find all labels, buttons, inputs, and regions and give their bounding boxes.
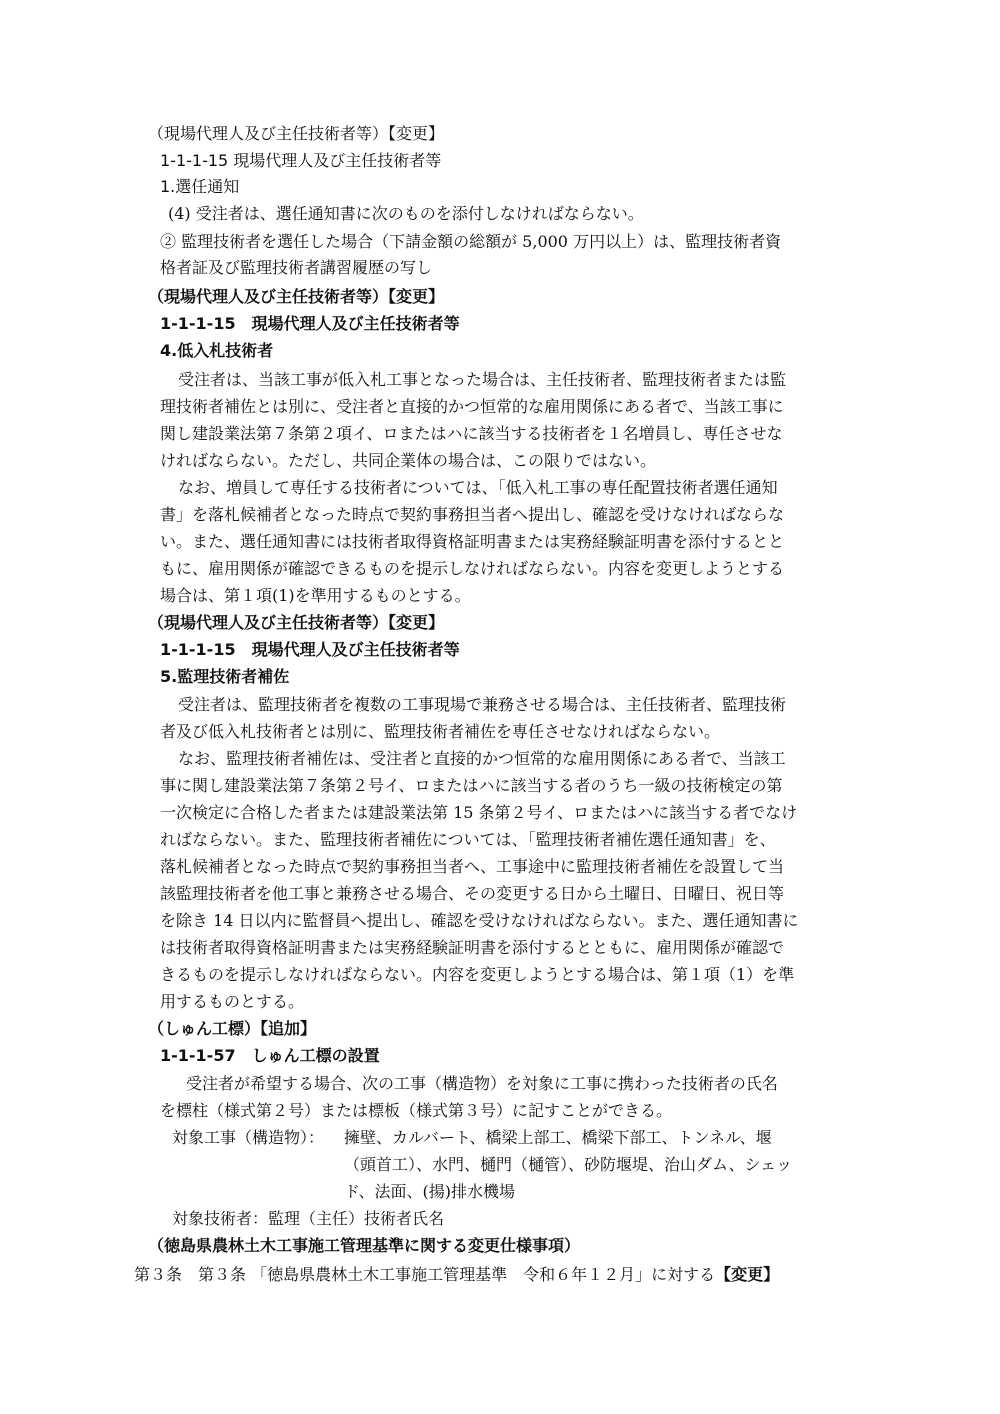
- body-line: を除き 14 日以内に監督員へ提出し、確認を受けなければならない。また、選任通知書に: [160, 911, 799, 930]
- sub-item: (4) 受注者は、選任通知書に次のものを添付しなければならない。: [168, 204, 644, 223]
- article-title: 1-1-1-15 現場代理人及び主任技術者等: [160, 151, 442, 170]
- target-line: ド、法面、(揚)排水機場: [344, 1182, 516, 1201]
- target-line: 擁壁、カルバート、橋梁上部工、橋梁下部工、トンネル、堰: [344, 1128, 772, 1147]
- article-reference: [134, 1264, 779, 1286]
- body-line: なお、監理技術者補佐は、受注者と直接的かつ恒常的な雇用関係にある者で、当該工: [178, 749, 786, 768]
- body-line: 格者証及び監理技術者講習履歴の写し: [160, 258, 433, 277]
- body-line: 者及び低入札技術者とは別に、監理技術者補佐を専任させなければならない。: [160, 722, 721, 741]
- article-title: 1-1-1-15 現場代理人及び主任技術者等: [160, 640, 460, 659]
- change-tag: 【変更】: [715, 1265, 780, 1284]
- target-label: 対象工事（構造物）：: [172, 1128, 325, 1147]
- body-line: きるものを提示しなければならない。内容を変更しようとする場合は、第１項（1）を準: [160, 965, 795, 984]
- body-line: ればならない。また、監理技術者補佐については、「監理技術者補佐選任通知書」を、: [160, 830, 776, 849]
- article-title: 1-1-1-57 しゅん工標の設置: [160, 1046, 380, 1065]
- section-heading: （現場代理人及び主任技術者等）【変更】: [148, 613, 445, 632]
- body-line: を標柱（様式第２号）または標板（様式第３号）に記すことができる。: [160, 1101, 673, 1120]
- body-line: 受注者は、当該工事が低入札工事となった場合は、主任技術者、監理技術者または監: [178, 370, 787, 389]
- body-line: 理技術者補佐とは別に、受注者と直接的かつ恒常的な雇用関係にある者で、当該工事に: [160, 397, 784, 416]
- article-reference-text: 第３条 第３条 「徳島県農林土木工事施工管理基準 令和６年１２月」に対する: [134, 1265, 716, 1284]
- section-heading: （現場代理人及び主任技術者等）【変更】: [148, 124, 445, 143]
- body-line: 一次検定に合格した者または建設業法第 15 条第２号イ、ロまたはハに該当する者でなけ: [160, 803, 798, 822]
- section-heading: （しゅん工標）【追加】: [148, 1019, 317, 1038]
- body-line: 場合は、第１項(1)を準用するものとする。: [160, 586, 471, 605]
- body-line: ければならない。ただし、共同企業体の場合は、この限りではない。: [160, 451, 657, 470]
- technician-line: 対象技術者：監理（主任）技術者氏名: [172, 1209, 445, 1228]
- target-line: （頭首工）、水門、樋門（樋管）、砂防堰堤、治山ダム、シェッ: [344, 1155, 793, 1174]
- section-heading: （徳島県農林土木工事施工管理基準に関する変更仕様事項）: [148, 1236, 581, 1255]
- item-title: 5.監理技術者補佐: [160, 667, 290, 686]
- body-line: 該監理技術者を他工事と兼務させる場合、その変更する日から土曜日、日曜日、祝日等: [160, 884, 785, 903]
- body-line: は技術者取得資格証明書または実務経験証明書を添付するとともに、雇用関係が確認で: [160, 938, 785, 957]
- body-line: なお、増員して専任する技術者については、「低入札工事の専任配置技術者選任通知: [178, 478, 778, 497]
- item-title: 4.低入札技術者: [160, 341, 274, 360]
- body-line: 受注者が希望する場合、次の工事（構造物）を対象に工事に携わった技術者の氏名: [186, 1074, 778, 1093]
- body-line: 関し建設業法第７条第２項イ、ロまたはハに該当する技術者を１名増員し、専任させな: [160, 424, 783, 443]
- body-line: い。また、選任通知書には技術者取得資格証明書または実務経験証明書を添付するとと: [160, 532, 785, 551]
- body-line: 落札候補者となった時点で契約事務担当者へ、工事途中に監理技術者補佐を設置して当: [160, 857, 785, 876]
- body-line: ② 監理技術者を選任した場合（下請金額の総額が 5,000 万円以上）は、監理技術者資: [160, 232, 782, 251]
- section-heading: （現場代理人及び主任技術者等）【変更】: [148, 287, 445, 306]
- body-line: 事に関し建設業法第７条第２号イ、ロまたはハに該当する者のうち一級の技術検定の第: [160, 776, 783, 795]
- body-line: 用するものとする。: [160, 992, 305, 1011]
- item-title: 1.選任通知: [160, 177, 240, 196]
- body-line: もに、雇用関係が確認できるものを提示しなければならない。内容を変更しようとする: [160, 559, 785, 578]
- body-line: 書」を落札候補者となった時点で契約事務担当者へ提出し、確認を受けなければならな: [160, 505, 785, 524]
- article-title: 1-1-1-15 現場代理人及び主任技術者等: [160, 314, 460, 333]
- body-line: 受注者は、監理技術者を複数の工事現場で兼務させる場合は、主任技術者、監理技術: [178, 695, 787, 714]
